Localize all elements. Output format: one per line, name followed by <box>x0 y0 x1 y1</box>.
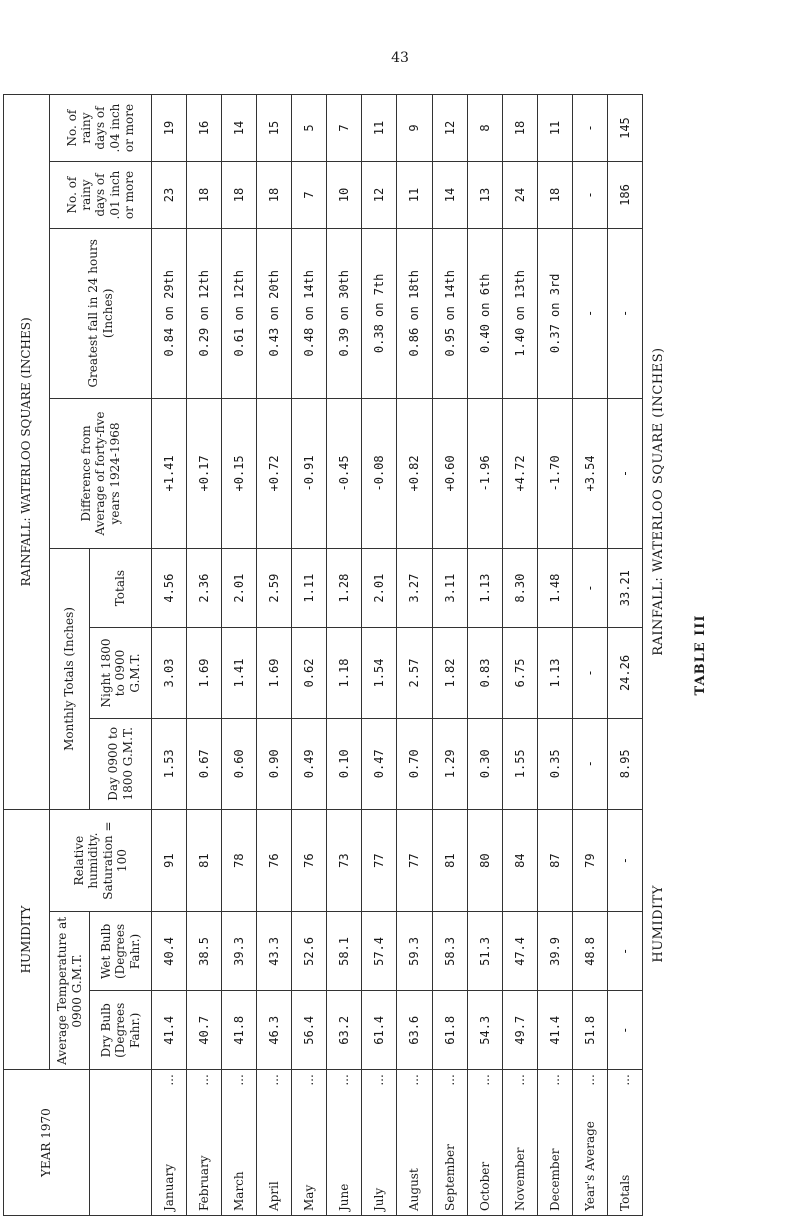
cell-diff: - <box>607 398 642 549</box>
month-label: September <box>442 1144 457 1211</box>
cell-dry: 61.4 <box>362 991 397 1070</box>
table-row <box>257 95 292 1216</box>
cell-r01: 18 <box>537 162 572 229</box>
cell-total: 1.28 <box>327 549 362 628</box>
cell-dry: 41.8 <box>222 991 257 1070</box>
header-rainy-days-01: No. of rainy days of .01 inch or more <box>50 162 152 229</box>
month-label: October <box>477 1161 492 1211</box>
cell-gf: 0.38 on 7th <box>362 228 397 398</box>
cell-wet: - <box>607 912 642 991</box>
cell-r01: 12 <box>362 162 397 229</box>
cell-total: 8.30 <box>502 549 537 628</box>
cell-gf: 0.43 on 20th <box>257 228 292 398</box>
header-difference: Difference from Average of forty-five years 1924-1968 <box>50 398 152 549</box>
cell-total: 2.59 <box>257 549 292 628</box>
leader-dots: ... <box>232 1074 247 1086</box>
cell-rh: 76 <box>292 809 327 912</box>
cell-day: 8.95 <box>607 718 642 809</box>
cell-r01: 24 <box>502 162 537 229</box>
cell-day: 0.60 <box>222 718 257 809</box>
cell-gf: 0.61 on 12th <box>222 228 257 398</box>
cell-day: 0.49 <box>292 718 327 809</box>
header-totals: Totals <box>90 549 152 628</box>
cell-night: 1.41 <box>222 628 257 719</box>
cell-diff: +1.41 <box>152 398 187 549</box>
cell-diff: +0.72 <box>257 398 292 549</box>
cell-wet: 52.6 <box>292 912 327 991</box>
table-body <box>152 95 643 1216</box>
cell-night: 1.82 <box>432 628 467 719</box>
cell-r01: 10 <box>327 162 362 229</box>
cell-r04: 145 <box>607 95 642 162</box>
cell-gf: 0.29 on 12th <box>187 228 222 398</box>
leader-dots: ... <box>162 1074 177 1086</box>
cell-gf: 0.40 on 6th <box>467 228 502 398</box>
row-month <box>327 1070 362 1216</box>
cell-rh: - <box>607 809 642 912</box>
month-label: May <box>302 1184 317 1211</box>
table-row <box>152 95 187 1216</box>
leader-dots: ... <box>617 1074 632 1086</box>
cell-r01: 18 <box>187 162 222 229</box>
leader-dots: ... <box>372 1074 387 1086</box>
cell-r04: 9 <box>397 95 432 162</box>
cell-night: 24.26 <box>607 628 642 719</box>
leader-dots: ... <box>582 1074 597 1086</box>
cell-night: 1.69 <box>187 628 222 719</box>
cell-day: 0.70 <box>397 718 432 809</box>
leader-dots: ... <box>302 1074 317 1086</box>
month-label: June <box>337 1183 352 1211</box>
row-month <box>432 1070 467 1216</box>
cell-diff: +0.15 <box>222 398 257 549</box>
cell-gf: 0.95 on 14th <box>432 228 467 398</box>
cell-rh: 84 <box>502 809 537 912</box>
cell-diff: +0.60 <box>432 398 467 549</box>
cell-r01: 18 <box>257 162 292 229</box>
cell-wet: 58.1 <box>327 912 362 991</box>
leader-dots: ... <box>197 1074 212 1086</box>
cell-wet: 58.3 <box>432 912 467 991</box>
cell-wet: 48.8 <box>572 912 607 991</box>
leader-dots: ... <box>267 1074 282 1086</box>
cell-rh: 81 <box>187 809 222 912</box>
cell-rh: 80 <box>467 809 502 912</box>
month-label: Year's Average <box>582 1121 597 1211</box>
cell-total: 3.11 <box>432 549 467 628</box>
cell-r01: 186 <box>607 162 642 229</box>
leader-dots: ... <box>512 1074 527 1086</box>
row-month <box>292 1070 327 1216</box>
table-label: TABLE III <box>693 614 708 696</box>
table-row <box>187 95 222 1216</box>
table-container <box>3 94 643 1216</box>
cell-dry: 46.3 <box>257 991 292 1070</box>
month-label: January <box>162 1163 177 1211</box>
cell-rh: 77 <box>362 809 397 912</box>
cell-total: 1.48 <box>537 549 572 628</box>
rotated-table-page <box>3 94 743 1216</box>
cell-r01: 11 <box>397 162 432 229</box>
cell-gf: 0.86 on 18th <box>397 228 432 398</box>
header-year: YEAR 1970 <box>4 1070 90 1216</box>
table-row <box>362 95 397 1216</box>
cell-day: 0.10 <box>327 718 362 809</box>
table-row <box>292 95 327 1216</box>
cell-dry: 41.4 <box>152 991 187 1070</box>
month-label: February <box>197 1155 212 1211</box>
cell-total: 2.01 <box>362 549 397 628</box>
header-relative-humidity: Relative humidity. Saturation = 100 <box>50 809 152 912</box>
cell-r04: 18 <box>502 95 537 162</box>
row-month <box>537 1070 572 1216</box>
cell-day: 0.47 <box>362 718 397 809</box>
group-humidity: HUMIDITY <box>4 809 50 1070</box>
header-monthly-totals: Monthly Totals (Inches) <box>50 549 90 809</box>
table-row <box>327 95 362 1216</box>
leader-dots: ... <box>337 1074 352 1086</box>
cell-day: 0.90 <box>257 718 292 809</box>
cell-rh: 81 <box>432 809 467 912</box>
table-row <box>502 95 537 1216</box>
cell-night: 1.13 <box>537 628 572 719</box>
cell-dry: 54.3 <box>467 991 502 1070</box>
cell-r04: 11 <box>537 95 572 162</box>
cell-dry: 51.8 <box>572 991 607 1070</box>
cell-total: 2.36 <box>187 549 222 628</box>
table-title <box>651 94 666 1216</box>
row-month <box>362 1070 397 1216</box>
cell-day: 1.53 <box>152 718 187 809</box>
table-row <box>572 95 607 1216</box>
page-number: 43 <box>391 50 409 66</box>
row-month <box>257 1070 292 1216</box>
cell-r04: 16 <box>187 95 222 162</box>
cell-wet: 40.4 <box>152 912 187 991</box>
table-row <box>607 95 642 1216</box>
cell-rh: 73 <box>327 809 362 912</box>
cell-total: 4.56 <box>152 549 187 628</box>
cell-r04: 11 <box>362 95 397 162</box>
cell-diff: +0.82 <box>397 398 432 549</box>
cell-day: 0.30 <box>467 718 502 809</box>
cell-r04: - <box>572 95 607 162</box>
table-row <box>222 95 257 1216</box>
cell-night: 2.57 <box>397 628 432 719</box>
cell-gf: 0.39 on 30th <box>327 228 362 398</box>
cell-r04: 14 <box>222 95 257 162</box>
cell-diff: -0.08 <box>362 398 397 549</box>
cell-dry: 49.7 <box>502 991 537 1070</box>
cell-diff: -0.45 <box>327 398 362 549</box>
row-month <box>397 1070 432 1216</box>
cell-wet: 43.3 <box>257 912 292 991</box>
leader-dots: ... <box>407 1074 422 1086</box>
cell-day: 1.55 <box>502 718 537 809</box>
cell-night: 6.75 <box>502 628 537 719</box>
month-label: March <box>232 1171 247 1211</box>
cell-day: 0.35 <box>537 718 572 809</box>
cell-total: 1.13 <box>467 549 502 628</box>
cell-total: - <box>572 549 607 628</box>
cell-gf: - <box>572 228 607 398</box>
cell-rh: 79 <box>572 809 607 912</box>
cell-diff: -1.70 <box>537 398 572 549</box>
cell-r04: 8 <box>467 95 502 162</box>
header-greatest-fall: Greatest fall in 24 hours (Inches) <box>50 228 152 398</box>
cell-rh: 77 <box>397 809 432 912</box>
cell-night: 1.18 <box>327 628 362 719</box>
table-row <box>467 95 502 1216</box>
cell-r01: 18 <box>222 162 257 229</box>
month-label: November <box>512 1147 527 1211</box>
cell-total: 33.21 <box>607 549 642 628</box>
cell-rh: 87 <box>537 809 572 912</box>
month-label: December <box>547 1148 562 1211</box>
cell-r04: 15 <box>257 95 292 162</box>
cell-dry: 40.7 <box>187 991 222 1070</box>
leader-dots: ... <box>442 1074 457 1086</box>
month-label: April <box>267 1181 282 1211</box>
cell-wet: 38.5 <box>187 912 222 991</box>
cell-night: 3.03 <box>152 628 187 719</box>
cell-wet: 39.9 <box>537 912 572 991</box>
cell-diff: +3.54 <box>572 398 607 549</box>
weather-table <box>3 94 643 1216</box>
cell-gf: - <box>607 228 642 398</box>
cell-night: 1.69 <box>257 628 292 719</box>
cell-total: 2.01 <box>222 549 257 628</box>
cell-day: - <box>572 718 607 809</box>
table-row <box>537 95 572 1216</box>
row-month <box>467 1070 502 1216</box>
cell-dry: 63.2 <box>327 991 362 1070</box>
month-label: Totals <box>617 1174 632 1211</box>
table-row <box>397 95 432 1216</box>
cell-rh: 91 <box>152 809 187 912</box>
row-month <box>502 1070 537 1216</box>
cell-wet: 51.3 <box>467 912 502 991</box>
row-month <box>222 1070 257 1216</box>
cell-wet: 57.4 <box>362 912 397 991</box>
cell-r01: - <box>572 162 607 229</box>
cell-rh: 78 <box>222 809 257 912</box>
cell-gf: 1.40 on 13th <box>502 228 537 398</box>
cell-dry: 61.8 <box>432 991 467 1070</box>
cell-dry: 63.6 <box>397 991 432 1070</box>
cell-diff: +4.72 <box>502 398 537 549</box>
cell-diff: -1.96 <box>467 398 502 549</box>
cell-total: 1.11 <box>292 549 327 628</box>
month-label: July <box>372 1187 387 1211</box>
title-rainfall: RAINFALL: WATERLOO SQUARE (INCHES) <box>651 347 666 656</box>
cell-gf: 0.48 on 14th <box>292 228 327 398</box>
header-dry-bulb: Dry Bulb (Degrees Fahr.) <box>90 991 152 1070</box>
row-month <box>152 1070 187 1216</box>
cell-dry: 56.4 <box>292 991 327 1070</box>
cell-gf: 0.84 on 29th <box>152 228 187 398</box>
row-month <box>187 1070 222 1216</box>
cell-night: - <box>572 628 607 719</box>
header-day: Day 0900 to 1800 G.M.T. <box>90 718 152 809</box>
header-avg-temperature: Average Temperature at 0900 G.M.T. <box>50 912 90 1070</box>
row-month <box>607 1070 642 1216</box>
leader-dots: ... <box>477 1074 492 1086</box>
cell-total: 3.27 <box>397 549 432 628</box>
cell-wet: 39.3 <box>222 912 257 991</box>
spacer <box>90 1070 152 1216</box>
cell-dry: - <box>607 991 642 1070</box>
month-label: August <box>407 1168 422 1211</box>
cell-wet: 47.4 <box>502 912 537 991</box>
leader-dots: ... <box>547 1074 562 1086</box>
cell-diff: -0.91 <box>292 398 327 549</box>
cell-r04: 12 <box>432 95 467 162</box>
cell-night: 0.62 <box>292 628 327 719</box>
header-rainy-days-04: No. of rainy days of .04 inch or more <box>50 95 152 162</box>
cell-r04: 5 <box>292 95 327 162</box>
cell-gf: 0.37 on 3rd <box>537 228 572 398</box>
cell-day: 1.29 <box>432 718 467 809</box>
title-humidity: HUMIDITY <box>651 885 666 963</box>
cell-diff: +0.17 <box>187 398 222 549</box>
header-night: Night 1800 to 0900 G.M.T. <box>90 628 152 719</box>
cell-r01: 13 <box>467 162 502 229</box>
cell-rh: 76 <box>257 809 292 912</box>
cell-dry: 41.4 <box>537 991 572 1070</box>
cell-r01: 14 <box>432 162 467 229</box>
cell-wet: 59.3 <box>397 912 432 991</box>
cell-r01: 7 <box>292 162 327 229</box>
cell-night: 0.83 <box>467 628 502 719</box>
cell-r04: 19 <box>152 95 187 162</box>
header-wet-bulb: Wet Bulb (Degrees Fahr.) <box>90 912 152 991</box>
cell-day: 0.67 <box>187 718 222 809</box>
cell-r04: 7 <box>327 95 362 162</box>
row-month <box>572 1070 607 1216</box>
table-row <box>432 95 467 1216</box>
cell-night: 1.54 <box>362 628 397 719</box>
group-rainfall: RAINFALL: WATERLOO SQUARE (INCHES) <box>4 95 50 810</box>
cell-r01: 23 <box>152 162 187 229</box>
